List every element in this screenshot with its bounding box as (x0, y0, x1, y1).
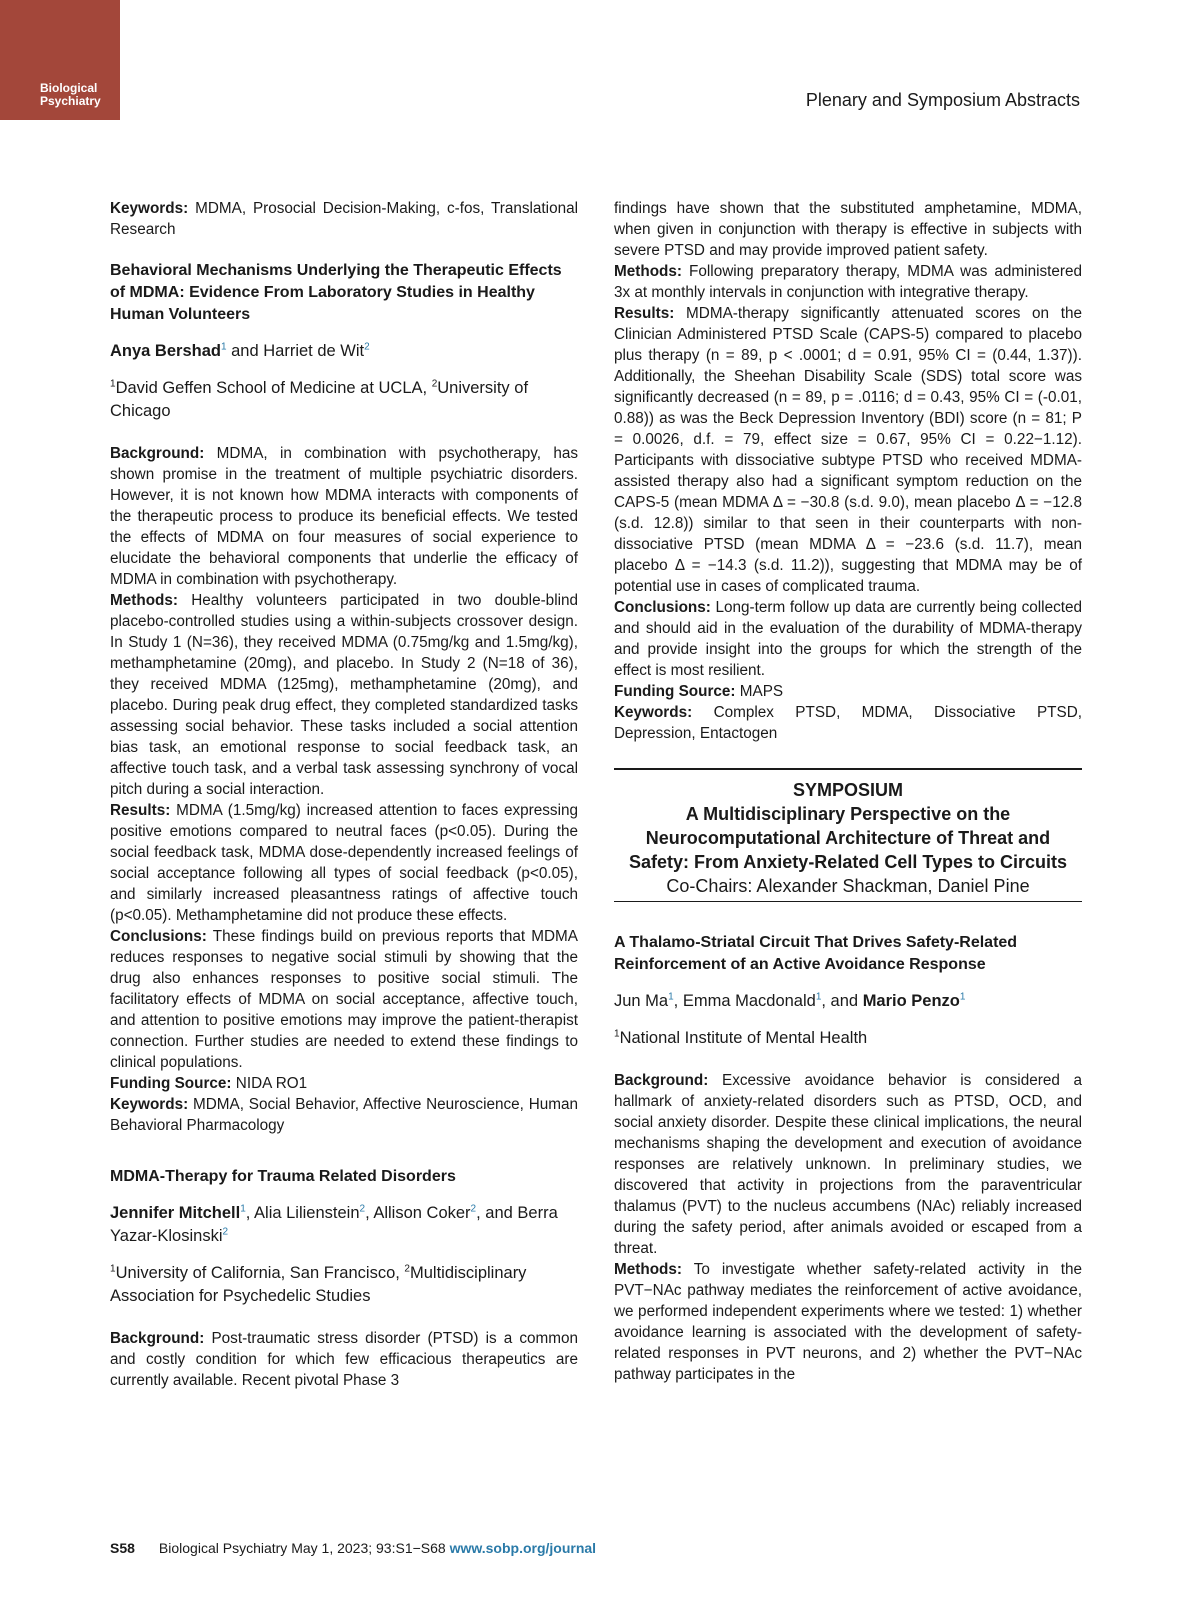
funding-source: Funding Source: NIDA RO1 (110, 1075, 308, 1092)
author-name: Jun Ma (614, 992, 669, 1010)
keywords-section: Keywords: Complex PTSD, MDMA, Dissociative PTSD, Depression, Entactogen (614, 704, 1083, 742)
background-section: Background: Post-traumatic stress disorder (PTSD) is a common and costly condition for which few efficacious therapeutics are currently available. Recent pivotal Phase 3 (110, 1330, 579, 1389)
keywords-text: MDMA, Prosocial Decision-Making, c-fos, Translational Research (110, 200, 578, 238)
affiliations: $^1$National Institute of Mental Health (614, 1028, 868, 1047)
citation: Biological Psychiatry May 1, 2023; 93:S1−S68 (158, 1540, 446, 1556)
page-number: S58 (110, 1540, 135, 1556)
symposium-label: SYMPOSIUM (792, 780, 903, 800)
page-footer (110, 1540, 596, 1556)
affiliations: $^1$University of California, San Francisco, $^2$Multidisciplinary Association for Psychedelic Studies (110, 1263, 527, 1305)
conclusions-section: Conclusions: These findings build on previous reports that MDMA reduces responses to negative social stimuli by showing that the drug also enhances responses to positive social stimuli. The facilitatory effects of MDMA on social acceptance, affective touch, and attention to positive emotions may improve the patient-therapist connection. Further studies are needed to extend these findings to clinical populations. (110, 928, 578, 1071)
journal-logo (0, 0, 120, 120)
abstract-title: MDMA-Therapy for Trauma Related Disorders (110, 1168, 456, 1185)
abstract-title: A Thalamo-Striatal Circuit That Drives Safety-Related Reinforcement of an Active Avoidance Response (614, 934, 1018, 973)
background-section: Background: MDMA, in combination with psychotherapy, has shown promise in the treatment of multiple psychiatric disorders. However, it is not known how MDMA interacts with components of the therapeutic process to produce its beneficial effects. We tested the effects of MDMA on four measures of social experience to elucidate the behavioral components that underlie the efficacy of MDMA in combination with psychotherapy. (110, 445, 579, 588)
symposium-title: A Multidisciplinary Perspective on the Neurocomputational Architecture of Threat and Safety: From Anxiety-Related Cell Types to Circuits (628, 804, 1068, 872)
keywords-label: Keywords: (110, 200, 189, 217)
author-list: Anya Bershad$^1$ and Harriet de Wit$^2$ (110, 341, 370, 360)
author-list: Jun Ma$^1$, Emma Macdonald$^1$, and Mario Penzo$^1$ (614, 991, 966, 1010)
author-name: Mario Penzo (862, 992, 960, 1010)
methods-section: Methods: To investigate whether safety-related activity in the PVT−NAc pathway mediates the reinforcement of active avoidance, we performed independent experiments where we tested: 1) whether avoidance learning is associated with the development of safety-related responses in PVT neurons, and 2) whether the PVT−NAc pathway participates in the (614, 1261, 1082, 1383)
conclusions-section: Conclusions: Long-term follow up data are currently being collected and should aid in the evaluation of the durability of MDMA-therapy and provide insight into the groups for which the strength of the effect is most resilient. (614, 599, 1083, 679)
left-column (110, 198, 578, 1391)
author-name: Anya Bershad (110, 342, 221, 360)
symposium-box (614, 768, 1082, 902)
background-continued: findings have shown that the substituted amphetamine, MDMA, when given in conjunction with therapy is effective in subjects with severe PTSD and may provide improved patient safety. (614, 200, 1082, 259)
abstract-title: Behavioral Mechanisms Underlying the Therapeutic Effects of MDMA: Evidence From Laboratory Studies in Healthy Human Volunteers (110, 262, 562, 323)
funding-source: Funding Source: MAPS (614, 683, 784, 700)
methods-section: Methods: Healthy volunteers participated in two double-blind placebo-controlled studies using a within-subjects crossover design. In Study 1 (N=36), they received MDMA (0.75mg/kg and 1.5mg/kg), methamphetamine (20mg), and placebo. In Study 2 (N=18 of 36), they received MDMA (125mg), methamphetamine (20mg), and placebo. During peak drug effect, they completed standardized tasks assessing social behavior. These tasks included a social attention bias task, an emotional response to social feedback task, an affective touch task, and a verbal task assessing synchrony of vocal pitch during a social interaction. (110, 592, 579, 798)
affiliations: $^1$David Geffen School of Medicine at UCLA, $^2$University of Chicago (110, 378, 529, 420)
author-name: Harriet de Wit (263, 342, 365, 360)
keywords-section: Keywords: MDMA, Social Behavior, Affective Neuroscience, Human Behavioral Pharmacology (110, 1096, 579, 1134)
author-list: Jennifer Mitchell$^1$, Alia Lilienstein$^2$, Allison Coker$^2$, and Berra Yazar-Klosinski$^2$ (110, 1203, 558, 1245)
results-section: Results: MDMA (1.5mg/kg) increased attention to faces expressing positive emotions compared to neutral faces (p<0.05). During the social feedback task, MDMA dose-dependently increased feelings of social acceptance following all types of social feedback (p<0.05), and similarly increased pleasantness ratings of affective touch (p<0.05). Methamphetamine did not produce these effects. (110, 802, 578, 924)
running-title: Plenary and Symposium Abstracts (805, 90, 1080, 110)
right-column (614, 198, 1082, 1385)
symposium-chairs: Co-Chairs: Alexander Shackman, Daniel Pine (666, 876, 1030, 896)
methods-section: Methods: Following preparatory therapy, MDMA was administered 3x at monthly intervals in conjunction with integrative therapy. (614, 263, 1082, 301)
journal-logo-text: Biological Psychiatry (40, 81, 101, 108)
journal-link[interactable]: www.sobp.org/journal (449, 1540, 597, 1556)
author-name: Jennifer Mitchell (110, 1204, 241, 1222)
keywords-previous (110, 198, 578, 240)
results-section: Results: MDMA-therapy significantly attenuated scores on the Clinician Administered PTSD Scale (CAPS-5) compared to placebo plus therapy (n = 89, p < .0001; d = 0.91, 95% CI = (0.44, 1.37)). Additionally, the Sheehan Disability Scale (SDS) total score was significantly decreased (n = 89, p = .0116; d = 0.43, 95% CI = (-0.01, 0.88)) as was the Beck Depression Inventory (BDI) score (n = 81; P = 0.0026, d.f. = 79, effect size = 0.67, 95% CI = 0.22−1.12). Participants with dissociative subtype PTSD who received MDMA-assisted therapy also had a significant symptom reduction on the CAPS-5 (mean MDMA Δ = −30.8 (s.d. 9.0), mean placebo Δ = −12.8 (s.d. 12.8)) similar to that seen in their counterparts with non-dissociative PTSD (mean MDMA Δ = −23.6 (s.d. 11.7), mean placebo Δ = −14.3 (s.d. 11.2)), suggesting that MDMA may be of potential use in cases of complicated trauma. (614, 305, 1082, 595)
background-section: Background: Excessive avoidance behavior is considered a hallmark of anxiety-related disorders such as PTSD, OCD, and social anxiety disorder. Despite these clinical implications, the neural mechanisms shaping the development and execution of avoidance responses are relatively unknown. In preliminary studies, we discovered that activity in projections from the paraventricular thalamus (PVT) to the nucleus accumbens (NAc) reliably increased during the safety period, after animals avoided or escaped from a threat. (614, 1072, 1082, 1257)
